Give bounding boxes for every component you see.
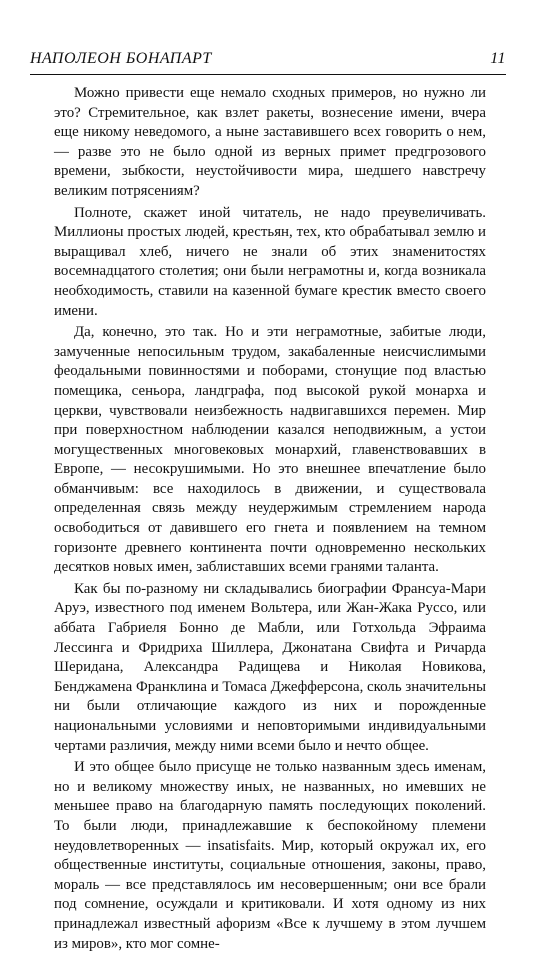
page-number: 11 (490, 50, 506, 67)
paragraph: Как бы по-разному ни складывались биографии Франсуа-Мари Аруэ, известного под именем Вольтера, или Жан-Жака Руссо, или аббата Габриеля Бонно де Мабли, или Готхольда Эфраима Лессинга и Фридриха Шиллера, Джонатана Свифта и Ричарда Шеридана, Александра Радищева и Николая Новикова, Бенджамена Франклина и Томаса Джефферсона, сколь значительны ни были отличающие каждого из них и порожденные национальными условиями и неповторимыми индивидуальными чертами различия, между ними всеми было и нечто общее. (54, 580, 486, 754)
paragraph: Полноте, скажет иной читатель, не надо преувеличивать. Миллионы простых людей, крестьян, тех, кто обрабатывал землю и выращивал хлеб, ничего не знали об этих знаменитостях восемнадцатого столетия; они были неграмотны и, когда возникала необходимость, ставили на казенной бумаге крестик вместо своего имени. (54, 204, 486, 319)
running-head (30, 42, 506, 68)
header-rule (30, 74, 506, 75)
paragraph: И это общее было присуще не только названным здесь именам, но и великому множеству иных, не названных, но имевших не меньшее право на благодарную память последующих поколений. То были люди, принадлежавшие к беспокойному племени неудовлетворенных — insatisfaits. Мир, который окружал их, его общественные институты, социальные отношения, законы, право, мораль — все представлялось им несовершенным; они все брали под сомнение, осуждали и критиковали. И хотя одному из них принадлежал известный афоризм «Все к лучшему в этом лучшем из миров», кто мог сомне- (54, 759, 486, 952)
body-text (54, 84, 486, 954)
paragraph: Да, конечно, это так. Но и эти неграмотные, забитые люди, замученные непосильным трудом, закабаленные неисчислимыми феодальными повинностями и поборами, стонущие под властью помещика, сеньора, ландграфа, под высокой рукой монарха и церкви, чувствовали неизбежность надвигавшихся перемен. Мир при поверхностном наблюдении казался неподвижным, а устои могущественных многовековых монархий, главенствовавших в Европе, — несокрушимыми. Но это внешнее впечатление было обманчивым: все находилось в движении, и существовала определенная связь между неудержимым стремлением народа освободиться от давившего его гнета и появлением на темном горизонте древнего континента почти одновременно нескольких десятков новых имен, заблиставших всеми гранями таланта. (54, 324, 486, 576)
running-title: НАПОЛЕОН БОНАПАРТ (30, 50, 212, 67)
paragraph: Можно привести еще немало сходных примеров, но нужно ли это? Стремительное, как взлет ракеты, вознесение имени, вчера еще никому неведомого, а ныне заставившего всех говорить о нем, — разве это не было одной из верных примет предгрозового времени, зыбкости, неустойчивости мира, шедшего навстречу великим потрясениям? (54, 85, 486, 199)
